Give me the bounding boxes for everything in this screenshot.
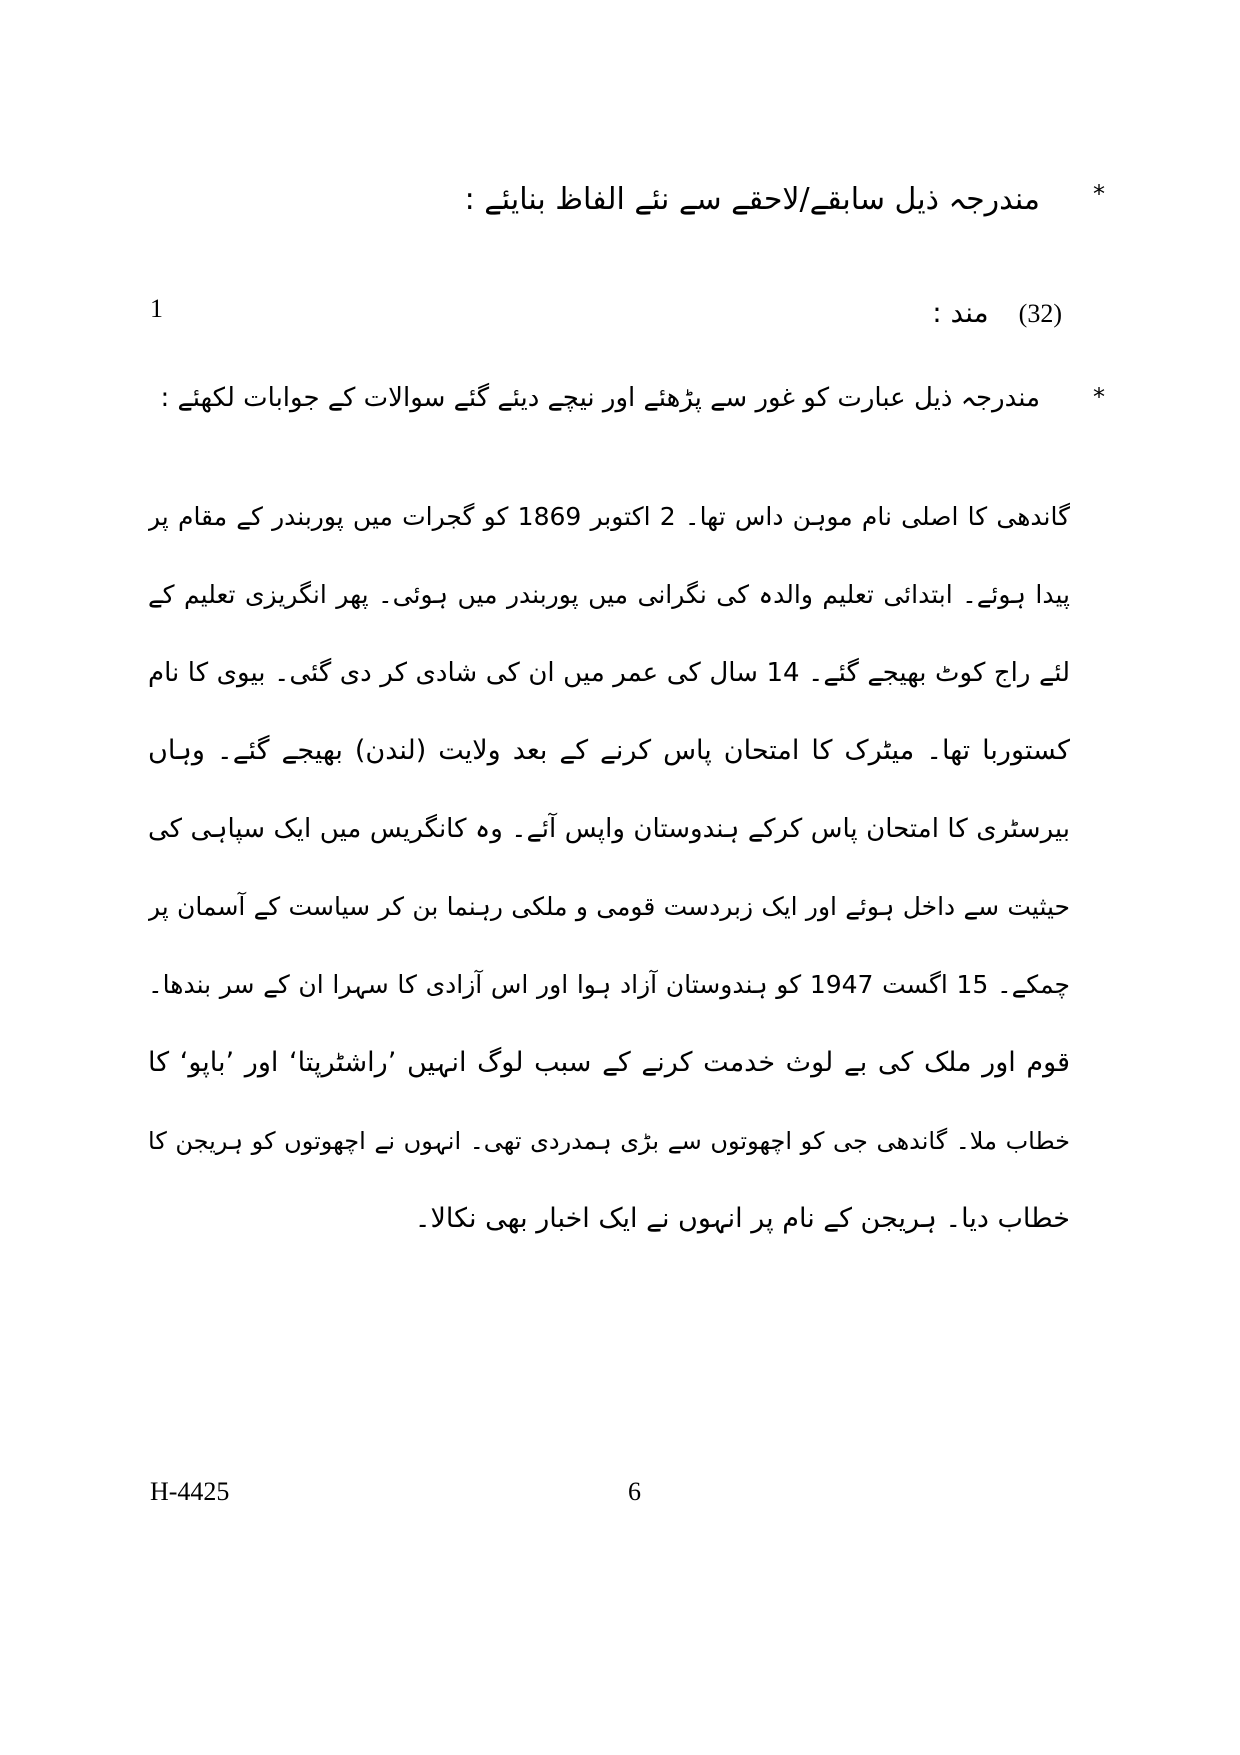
- passage-line: حیثیت سے داخل ہوئے اور ایک زبردست قومی و ملکی رہنما بن کر سیاست کے آسمان پر: [148, 892, 1070, 921]
- marks-value: 1: [150, 294, 163, 323]
- prefix-suffix-instruction: مندرجہ ذیل سابقے/لاحقے سے نئے الفاظ بنایئے :: [464, 182, 1040, 217]
- passage-line: لئے راج کوٹ بھیجے گئے۔ 14 سال کی عمر میں ان کی شادی کر دی گئی۔ بیوی کا نام: [148, 658, 1070, 688]
- paper-code: H-4425: [150, 1477, 230, 1506]
- passage-line: خطاب دیا۔ ہریجن کے نام پر انہوں نے ایک اخبار بھی نکالا۔: [414, 1203, 1070, 1234]
- question-word: مند :: [932, 296, 989, 329]
- passage-line: پیدا ہوئے۔ ابتدائی تعلیم والدہ کی نگرانی میں پوربندر میں ہوئی۔ پھر انگریزی تعلیم کے: [148, 580, 1070, 609]
- bullet-star: *: [1093, 383, 1105, 411]
- bullet-star: *: [1093, 180, 1105, 208]
- page-number: 6: [628, 1477, 641, 1506]
- passage-line: بیرسٹری کا امتحان پاس کرکے ہندوستان واپس آئے۔ وہ کانگریس میں ایک سپاہی کی: [148, 814, 1070, 844]
- passage-line: گاندھی کا اصلی نام موہن داس تھا۔ 2 اکتوبر 1869 کو گجرات میں پوربندر کے مقام پر: [148, 502, 1070, 531]
- comprehension-passage: [148, 478, 1070, 1258]
- passage-line: چمکے۔ 15 اگست 1947 کو ہندوستان آزاد ہوا اور اس آزادی کا سہرا ان کے سر بندھا۔: [148, 970, 1070, 999]
- passage-line: خطاب ملا۔ گاندھی جی کو اچھوتوں سے بڑی ہمدردی تھی۔ انہوں نے اچھوتوں کو ہریجن کا: [148, 1127, 1070, 1155]
- question-number: (32): [1018, 299, 1062, 328]
- question-line: [932, 296, 1062, 329]
- passage-line: قوم اور ملک کی بے لوث خدمت کرنے کے سبب لوگ انہیں ’راشٹرپتا‘ اور ’باپو‘ کا: [148, 1047, 1070, 1078]
- passage-line: کستوربا تھا۔ میٹرک کا امتحان پاس کرنے کے بعد ولایت (لندن) بھیجے گئے۔ وہاں: [148, 735, 1070, 766]
- comprehension-instruction: مندرجہ ذیل عبارت کو غور سے پڑھئے اور نیچے دیئے گئے سوالات کے جوابات لکھئے :: [160, 383, 1040, 413]
